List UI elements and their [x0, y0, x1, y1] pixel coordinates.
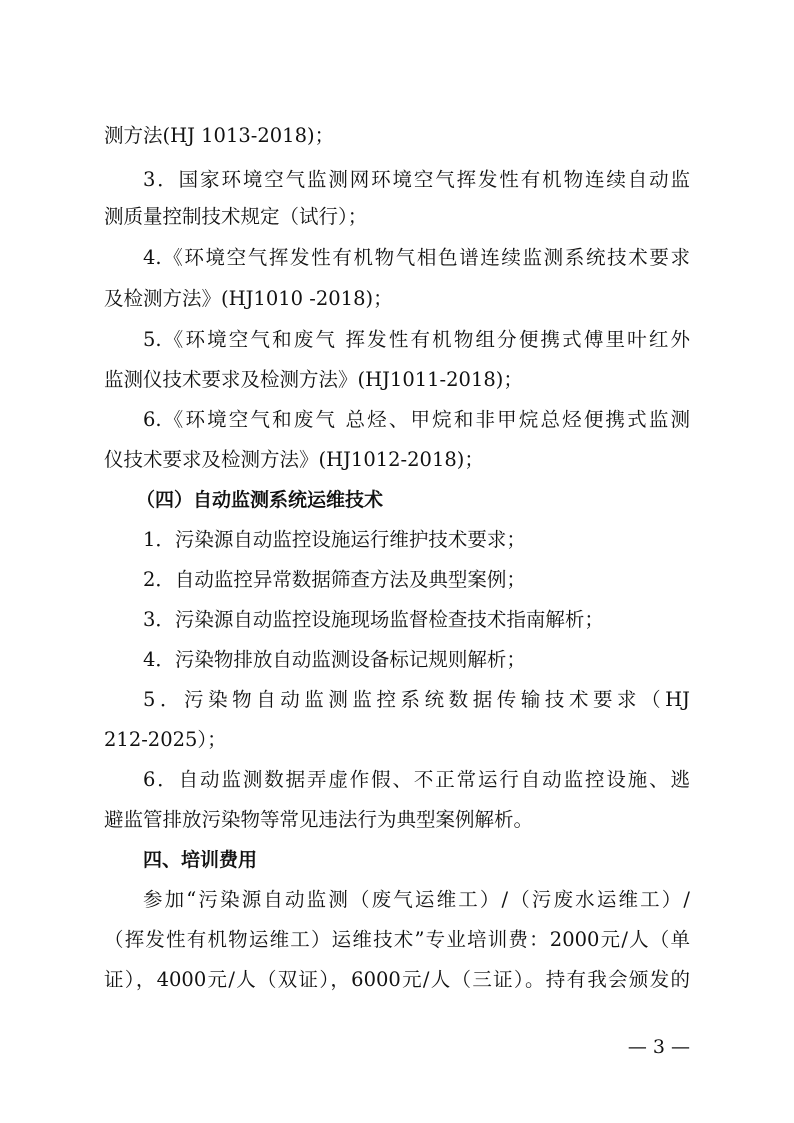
list-item: 5．污染物自动监测监控系统数据传输技术要求（HJ [143, 688, 690, 711]
text-line: 6.《环境空气和废气 总烃、甲烷和非甲烷总烃便携式监测 [143, 408, 690, 431]
text-line: 监测仪技术要求及检测方法》(HJ1011-2018)； [104, 368, 523, 391]
text-line: 仪技术要求及检测方法》(HJ1012-2018)； [104, 448, 484, 471]
list-item: 1．污染源自动监控设施运行维护技术要求； [143, 528, 526, 551]
text-line: 5.《环境空气和废气 挥发性有机物组分便携式傅里叶红外 [143, 328, 690, 351]
section-heading: 四、培训费用 [143, 849, 258, 871]
text-line: （挥发性有机物运维工）运维技术”专业培训费：2000元/人（单 [104, 928, 690, 951]
list-item: 4．污染物排放自动监测设备标记规则解析； [143, 648, 526, 671]
text-line: 4.《环境空气挥发性有机物气相色谱连续监测系统技术要求 [143, 246, 690, 269]
list-item: 3．污染源自动监控设施现场监督检查技术指南解析； [143, 608, 604, 631]
text-line: 避监管排放污染物等常见违法行为典型案例解析。 [104, 808, 534, 831]
list-item: 2．自动监控异常数据筛查方法及典型案例； [143, 568, 526, 591]
text-line: 参加“污染源自动监测（废气运维工）/（污废水运维工）/ [143, 888, 690, 911]
page-number: — 3 — [627, 1036, 690, 1058]
section-subheading: （四）自动监测系统运维技术 [136, 489, 384, 511]
text-line: 测方法(HJ 1013-2018)； [104, 124, 335, 147]
text-line: 212-2025）； [104, 728, 227, 751]
text-line: 证），4000元/人（双证），6000元/人（三证）。持有我会颁发的 [104, 968, 690, 991]
text-line: 3．国家环境空气监测网环境空气挥发性有机物连续自动监 [143, 168, 690, 191]
text-line: 测质量控制技术规定（试行）； [104, 205, 368, 228]
text-line: 及检测方法》(HJ1010 -2018)； [104, 287, 393, 310]
list-item: 6．自动监测数据弄虚作假、不正常运行自动监控设施、逃 [143, 768, 690, 791]
